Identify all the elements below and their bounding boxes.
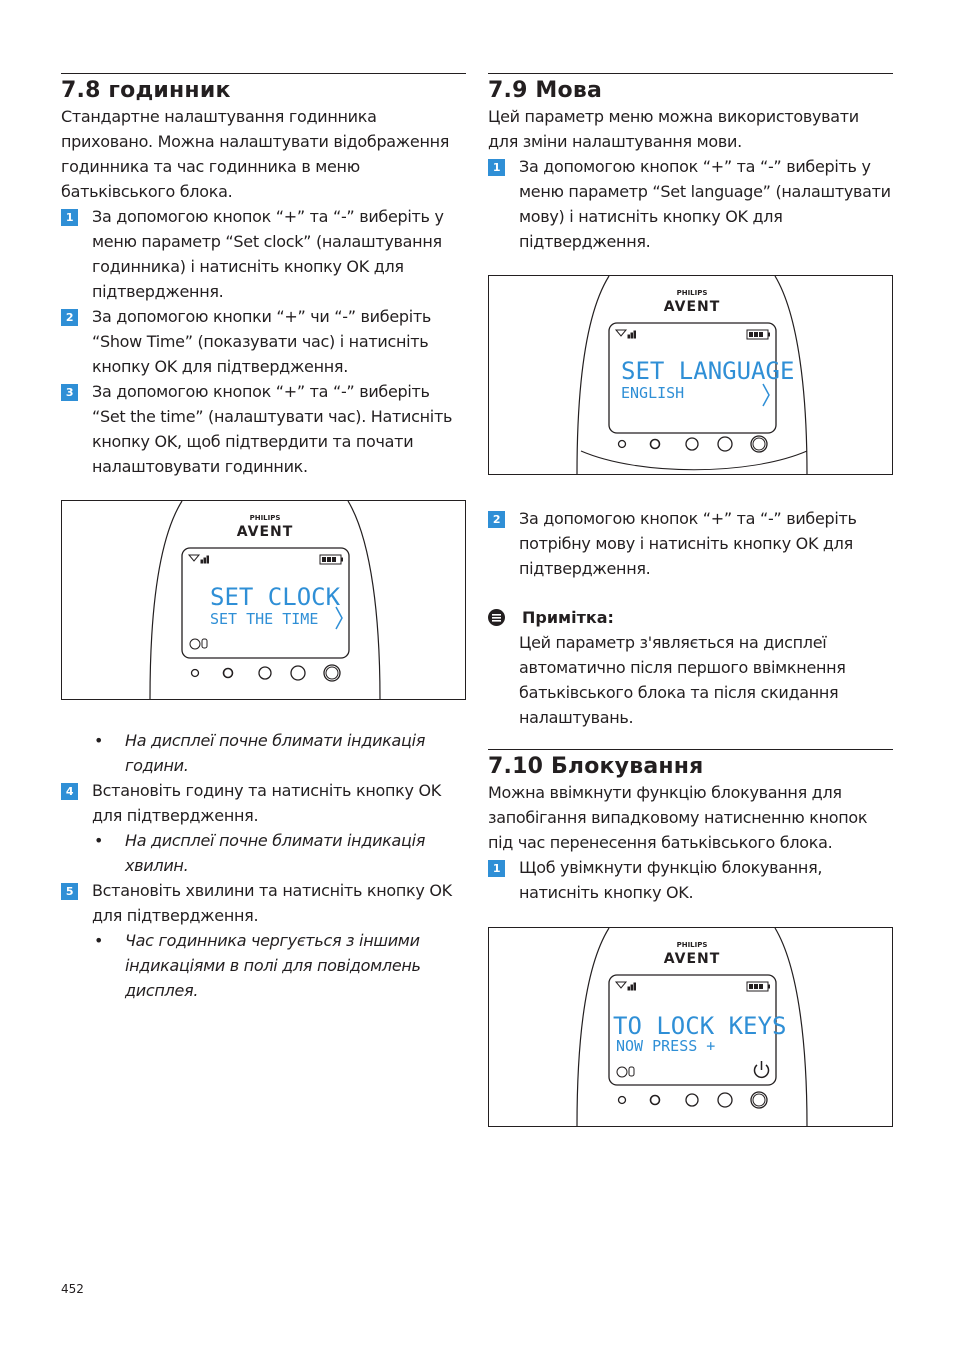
bullet-item: • На дисплеї почне блимати індикація години.	[94, 731, 426, 775]
section-intro: Можна ввімкнути функцію блокування для запобігання випадковому натисненню кнопок під час перенесення батьківського блока.	[488, 783, 868, 852]
button-3	[686, 438, 698, 450]
step-number: 1	[488, 860, 505, 877]
step-number: 2	[488, 511, 505, 528]
step-text: Щоб увімкнути функцію блокування, натисніть кнопку OK.	[519, 858, 823, 902]
button-1	[619, 441, 626, 448]
button-2	[651, 1096, 660, 1105]
bullet-item: • На дисплеї почне блимати індикація хвилин.	[94, 831, 426, 875]
section-rule	[488, 73, 893, 74]
step-1	[61, 204, 466, 304]
section-7-10	[488, 749, 893, 1127]
step-text: Встановіть хвилини та натисніть кнопку OK для підтвердження.	[92, 881, 452, 925]
brand-logo: AVENT	[663, 951, 721, 967]
button-2	[651, 440, 660, 449]
brand-logo: AVENT	[663, 299, 721, 315]
lcd-line-1: SET LANGUAGE	[621, 357, 795, 385]
bullet-text: На дисплеї почне блимати індикація години.	[125, 731, 426, 775]
note-text: Цей параметр з'являється на дисплеї автоматично після першого ввімкнення батьківського блока та після скидання налаштувань.	[519, 633, 846, 727]
step-number: 5	[61, 883, 78, 900]
step-text: За допомогою кнопок “+” та “-” виберіть потрібну мову і натисніть кнопку OK для підтвердження.	[519, 509, 857, 578]
note-icon	[488, 609, 505, 626]
lcd-line-2: SET THE TIME	[210, 610, 319, 628]
step-1	[488, 154, 893, 254]
step-number: 1	[488, 159, 505, 176]
section-intro: Цей параметр меню можна використовувати для зміни налаштування мови.	[488, 107, 859, 151]
note-label: Примітка:	[522, 608, 614, 627]
step-text: За допомогою кнопки “+” чи “-” виберіть “Show Time” (показувати час) і натисніть кнопку OK для підтвердження.	[92, 307, 432, 376]
button-3	[686, 1094, 698, 1106]
lcd-line-1: TO LOCK KEYS	[613, 1012, 787, 1040]
step-2	[488, 506, 893, 581]
bullet-text: На дисплеї почне блимати індикація хвилин.	[125, 831, 426, 875]
section-intro: Стандартне налаштування годинника приховано. Можна налаштувати відображення годинника та час годинника в меню батьківського блока.	[61, 107, 450, 201]
button-1	[192, 670, 199, 677]
button-4	[291, 666, 305, 680]
section-rule	[488, 749, 893, 750]
device-illustration	[489, 928, 893, 1126]
bullet-item: • Час годинника чергується з іншими індикаціями в полі для повідомлень дисплея.	[94, 931, 421, 1000]
lcd-line-2: ENGLISH	[621, 384, 685, 402]
button-3	[259, 667, 271, 679]
step-text: За допомогою кнопок “+” та “-” виберіть “Set the time” (налаштувати час). Натисніть кнопку OK, щоб підтвердити та почати налаштовувати годинник.	[92, 382, 453, 476]
lcd-line-2: NOW PRESS +	[616, 1037, 716, 1055]
step-number: 3	[61, 384, 78, 401]
page-number: 452	[61, 1282, 84, 1296]
lcd-line-1: SET CLOCK	[210, 583, 341, 611]
section-title: 7.10 Блокування	[488, 754, 704, 779]
section-rule	[61, 73, 466, 74]
brand-logo: AVENT	[236, 524, 294, 540]
step-text: За допомогою кнопок “+” та “-” виберіть у меню параметр “Set language” (налаштувати мову) і натисніть кнопку OK для підтвердження.	[519, 157, 891, 251]
figure-set-language	[488, 275, 893, 475]
note-heading	[488, 605, 893, 630]
section-title: 7.8 годинник	[61, 78, 231, 103]
button-2	[224, 669, 233, 678]
device-illustration	[62, 501, 466, 699]
brand-top: PHILIPS	[676, 289, 708, 297]
section-title: 7.9 Мова	[488, 78, 603, 103]
step-1	[488, 855, 893, 905]
step-text: За допомогою кнопок “+” та “-” виберіть у меню параметр “Set clock” (налаштування годинника) і натисніть кнопку OK для підтвердження.	[92, 207, 444, 301]
step-text: Встановіть годину та натисніть кнопку OK для підтвердження.	[92, 781, 441, 825]
device-illustration	[489, 276, 893, 474]
button-4	[718, 437, 732, 451]
step-5	[61, 878, 466, 928]
section-7-9	[488, 73, 893, 1127]
brand-top: PHILIPS	[676, 941, 708, 949]
button-1	[619, 1097, 626, 1104]
step-number: 2	[61, 309, 78, 326]
button-4	[718, 1093, 732, 1107]
section-7-8	[61, 73, 466, 1003]
brand-top: PHILIPS	[249, 514, 281, 522]
step-2	[61, 304, 466, 379]
step-3	[61, 379, 466, 479]
step-4	[61, 778, 466, 828]
step-number: 4	[61, 783, 78, 800]
bullet-text: Час годинника чергується з іншими індикаціями в полі для повідомлень дисплея.	[125, 931, 421, 1000]
figure-set-clock	[61, 500, 466, 700]
figure-lock-keys	[488, 927, 893, 1127]
step-number: 1	[61, 209, 78, 226]
